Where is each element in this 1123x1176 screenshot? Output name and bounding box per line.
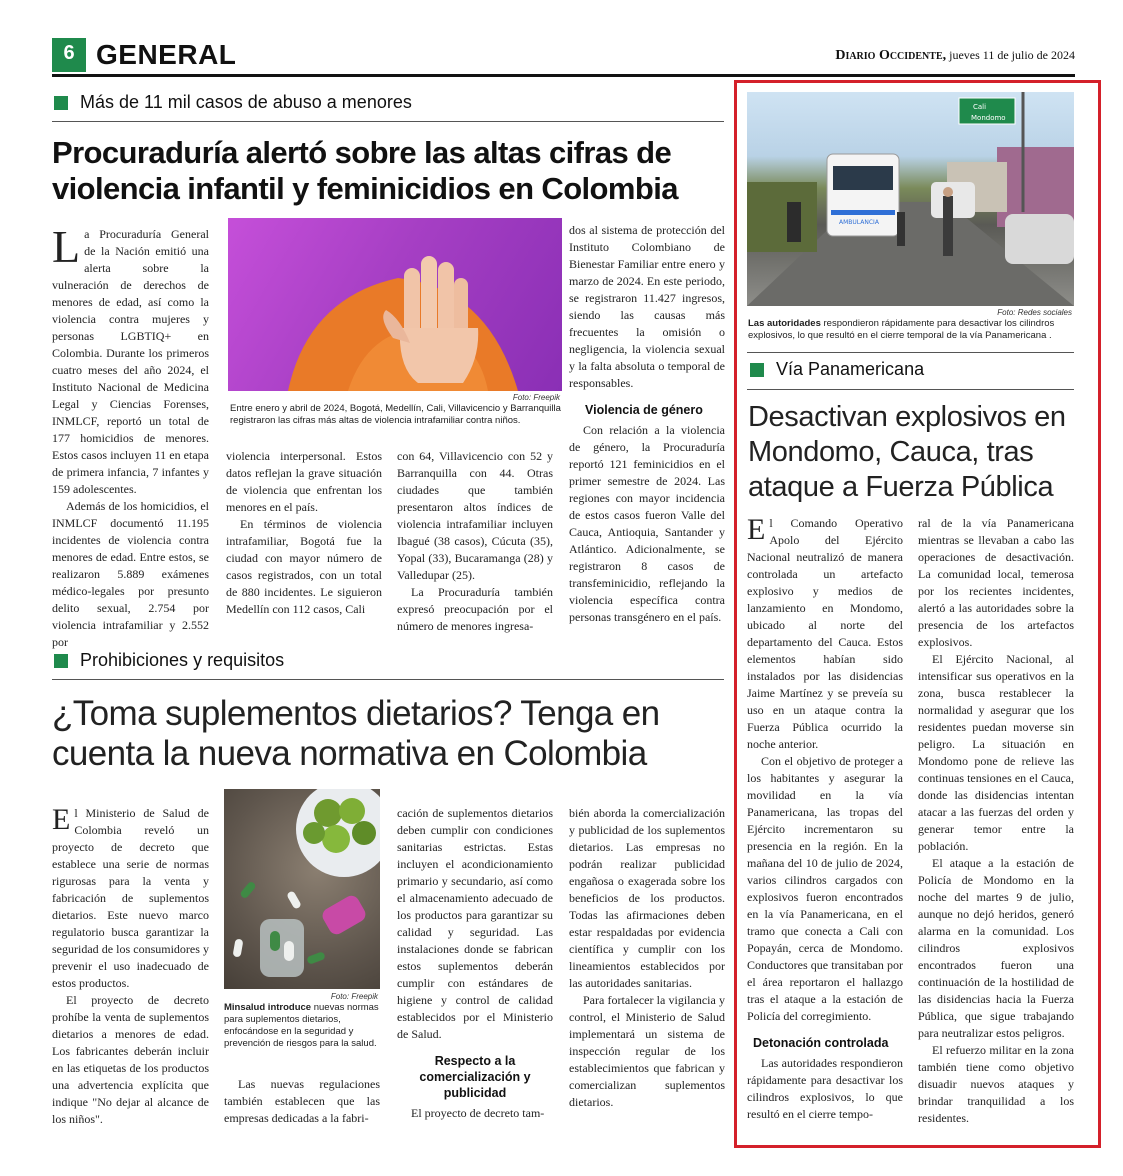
kicker-square-icon <box>54 654 68 668</box>
issue-date: jueves 11 de julio de 2024 <box>949 48 1075 62</box>
article3-subhead-detonacion: Detonación controlada <box>753 1036 889 1050</box>
article1-col2-paragraph2: En términos de violencia intrafamiliar, Bogotá fue la ciudad con mayor número de casos registrados, con un total de 880 incidentes. Le siguieron Medellín con 112 casos, Cali <box>226 517 382 616</box>
article1-col1-paragraph2: Además de los homicidios, el INMLCF documentó 11.195 incidentes de violencia contra menores de edad. Entre estos, se realizaron 5.889 exámenes médico-legales por presunto delito sexual, 2.754 por violencia intrafamiliar y 2.552 por <box>52 499 209 649</box>
article2-column-4 <box>569 805 725 1111</box>
article2-photo-credit: Foto: Freepik <box>330 992 378 1001</box>
article3-kicker-text: Vía Panamericana <box>776 359 925 379</box>
article1-headline <box>52 135 732 207</box>
article1-col2-paragraph: violencia interpersonal. Estos datos reflejan la grave situación de violencia que enfrentan los menores en el país. <box>226 449 382 514</box>
article1-col3-paragraph: con 64, Villavicencio con 52 y Barranquilla con 44. Otras ciudades que también presentaron altos índices de violencia intrafamiliar incluyen Ibagué (38 casos), Cúcuta (35), Yopal (33), Bucaramanga (28) y Valledupar (25). <box>397 449 553 582</box>
article3-col1-paragraph2: Con el objetivo de proteger a los habitantes y asegurar la movilidad en la vía Panamericana, las tropas del Ejército incrementaron su presencia en la región. En la mañana del 10 de julio de 2024, varios cilindros cargados con explosivos fueron encontrados en la vía Panamericana, en el tramo que conecta a Cali con Popayán, cerca de Mondomo. Conductores que transitaban por el área reportaron el hallazgo tras el ataque a la estación de Policía del corregimiento. <box>747 754 903 1023</box>
article3-col1-paragraph: l Comando Operativo Apolo del Ejército Nacional neutralizó de manera controlada un artefacto explosivo y medios de lanzamiento en Mondomo, ubicado al norte del departamento del Cauca. Estos elementos habían sido instalados por las disidencias Jaime Martínez y se preveía su uso en un ataque contra la Fuerza Pública ocurrido la noche anterior. <box>747 516 903 751</box>
article1-column-1 <box>52 221 209 651</box>
article1-headline-line2: violencia infantil y feminicidios en Colombia <box>52 171 678 206</box>
article1-column-4 <box>569 222 725 626</box>
article3-col2-paragraph: ral de la vía Panamericana mientras se llevaban a cabo las operaciones de desactivación. La comunidad local, temerosa por los recientes incidentes, alertó a las autoridades sobre la presencia de los artefactos explosivos. <box>918 516 1074 649</box>
section-title: GENERAL <box>96 39 237 70</box>
article1-subhead-violencia: Violencia de género <box>585 403 703 417</box>
article2-kicker-text: Prohibiciones y requisitos <box>80 650 285 670</box>
article2-column-3 <box>397 805 553 1122</box>
article3-col1-paragraph3: Las autoridades respondieron rápidamente para desactivar los cilindros explosivos, lo que resultó en el cierre tempo- <box>747 1056 903 1121</box>
article3-photo-credit: Foto: Redes sociales <box>997 308 1072 317</box>
article1-col1-paragraph: a Procuraduría General de la Nación emitió una alerta sobre la vulneración de derechos de menores de edad, así como la violencia contra mujeres y personas LGBTIQ+ en Colombia. Durante los primeros cuatro meses del año 2024, el Instituto Nacional de Medicina Legal y Ciencias Forenses, INMLCF, reportó un total de 177 homicidios de menores. Estos casos incluyen 11 en etapa de primera infancia, 7 infantes y 159 adolescentes. <box>52 227 209 496</box>
article2-headline-line2: cuenta la nueva normativa en Colombia <box>52 734 647 773</box>
article1-column-2 <box>226 448 382 618</box>
article2-col1-paragraph: l Ministerio de Salud de Colombia reveló un proyecto de decreto que establece una serie de normas rigurosas para la venta y fabricación de suplementos dietarios. Este nuevo marco regulatorio busca garantizar la seguridad de los consumidores y prevenir el uso inadecuado de estos productos. <box>52 806 209 990</box>
article2-caption-bold: Minsalud introduce <box>224 1002 312 1013</box>
article2-col4-paragraph: bién aborda la comercialización y publicidad de los suplementos dietarios. Las empresas no podrán realizar publicidad engañosa o exagerada sobre los beneficios de los productos. Todas las afirmaciones deben estar respaldadas por evidencia científica y cumplir con los lineamientos establecidos por las autoridades sanitarias. <box>569 806 725 990</box>
ambulance-text: AMBULANCIA <box>839 219 879 226</box>
article2-kicker <box>54 650 284 671</box>
article3-col2-paragraph2: El Ejército Nacional, al intensificar sus operativos en la zona, busca restablecer la normalidad y asegurar que los residentes puedan moverse sin peligro. La situación en Mondomo pone de relieve las continuas tensiones en el Cauca, donde las disidencias intentan atacar a las fuerzas del orden y generar temor entre la población. <box>918 652 1074 853</box>
article2-subhead-comercializacion: Respecto a la comercialización y publicidad <box>419 1054 531 1100</box>
article3-headline-line1: Desactivan explosivos en <box>748 401 1066 433</box>
article3-headline-line2: Mondomo, Cauca, tras <box>748 436 1034 468</box>
article3-col2-paragraph4: El refuerzo militar en la zona también tiene como objetivo disuadir nuevos ataques y brindar tranquilidad a los residentes. <box>918 1043 1074 1125</box>
article3-col2-paragraph3: El ataque a la estación de Policía de Mondomo en la noche del martes 9 de julio, aunque no dejó heridos, generó alarma en la comunidad. Los cilindros explosivos encontrados fueron una continuación de la hostilidad de las disidencias hacia la Fuerza Pública, que sigue trabajando para neutralizar estos peligros. <box>918 856 1074 1040</box>
article2-column-2 <box>224 1076 380 1127</box>
article1-headline-line1: Procuraduría alertó sobre las altas cifras de <box>52 135 672 170</box>
article1-column-3 <box>397 448 553 635</box>
article2-dropcap: E <box>52 803 71 836</box>
article1-kicker-rule <box>52 121 724 122</box>
article2-column-1 <box>52 805 209 1128</box>
article1-kicker <box>54 92 412 113</box>
article1-col4-paragraph: dos al sistema de protección del Instituto Colombiano de Bienestar Familiar entre enero y marzo de 2024. En este periodo, se registraron 11.427 ingresos, siendo las causas más frecuentes la omisión o negligencia, la violencia sexual y la falta absoluta o temporal de responsables. <box>569 223 725 390</box>
article2-headline-line1: ¿Toma suplementos dietarios? Tenga en <box>52 694 660 733</box>
kicker-square-icon <box>54 96 68 110</box>
newspaper-name: Diario Occidente, <box>835 48 947 63</box>
article2-col3-paragraph: cación de suplementos dietarios deben cumplir con condiciones sanitarias estrictas. Estas incluyen el acondicionamiento primario y secundario, así como el almacenamiento adecuado de los productos para garantizar su calidad y seguridad. Las instalaciones donde se fabrican estos suplementos deberán cumplir con estándares de higiene y control de calidad establecidos por el Ministerio de Salud. <box>397 806 553 1041</box>
article2-col3-paragraph2: El proyecto de decreto tam- <box>411 1106 545 1120</box>
article2-col4-paragraph2: Para fortalecer la vigilancia y control, el Ministerio de Salud implementará un sistema de inspección regular de los establecimientos que fabrican y comercializan suplementos dietarios. <box>569 993 725 1109</box>
article3-caption-rest: respondieron rápidamente para desactivar los cilindros explosivos, lo que resultó en el cierre temporal de la vía Panamericana . <box>748 318 1055 341</box>
sign-mondomo-text: Mondomo <box>971 114 1006 122</box>
header-rule <box>52 74 1075 77</box>
article2-kicker-rule <box>52 679 724 680</box>
article1-col3-paragraph2: La Procuraduría también expresó preocupación por el número de menores ingresa- <box>397 585 553 633</box>
article1-kicker-text: Más de 11 mil casos de abuso a menores <box>80 92 412 112</box>
article2-caption-rest: nuevas normas para suplementos dietarios, enfocándose en la seguridad y prevención de riesgos para la salud. <box>224 1002 379 1049</box>
article1-photo-hand <box>228 218 562 391</box>
article3-caption-bold: Las autoridades <box>748 318 821 329</box>
sign-cali-text: Cali <box>973 103 987 111</box>
article2-col1-paragraph2: El proyecto de decreto prohíbe la venta de suplementos dietarios a menores de edad. Los fabricantes deberán incluir en las etiquetas de los productos una advertencia explícita que indique "No dejar al alcance de los niños". <box>52 993 209 1126</box>
article2-headline <box>52 694 742 774</box>
masthead <box>775 48 1075 64</box>
article3-dropcap: E <box>747 513 766 546</box>
article3-headline-line3: ataque a Fuerza Pública <box>748 471 1054 503</box>
article2-photo-caption <box>224 1002 380 1050</box>
page-number: 6 <box>52 38 86 72</box>
highlight-frame <box>734 80 1101 1148</box>
article1-col4-paragraph2: Con relación a la violencia de género, la Procuraduría reportó 121 feminicidios en el primer semestre de 2024. Las regiones con mayor incidencia de estos casos fueron Valle del Cauca, Antioquia, Santander y Atlántico. Adicionalmente, se registraron 8 casos de transfeminicidio, reflejando la violencia específica contra personas transgénero en el país. <box>569 423 725 624</box>
article1-photo-caption: Entre enero y abril de 2024, Bogotá, Medellín, Cali, Villavicencio y Barranquilla registraron las cifras más altas de violencia intrafamiliar contra niños. <box>230 403 561 426</box>
article1-dropcap: L <box>52 221 81 272</box>
article2-photo-supplements <box>224 789 380 989</box>
article2-col2-paragraph: Las nuevas regulaciones también establecen que las empresas dedicadas a la fabri- <box>224 1077 380 1125</box>
article1-photo-credit: Foto: Freepik <box>512 393 560 402</box>
